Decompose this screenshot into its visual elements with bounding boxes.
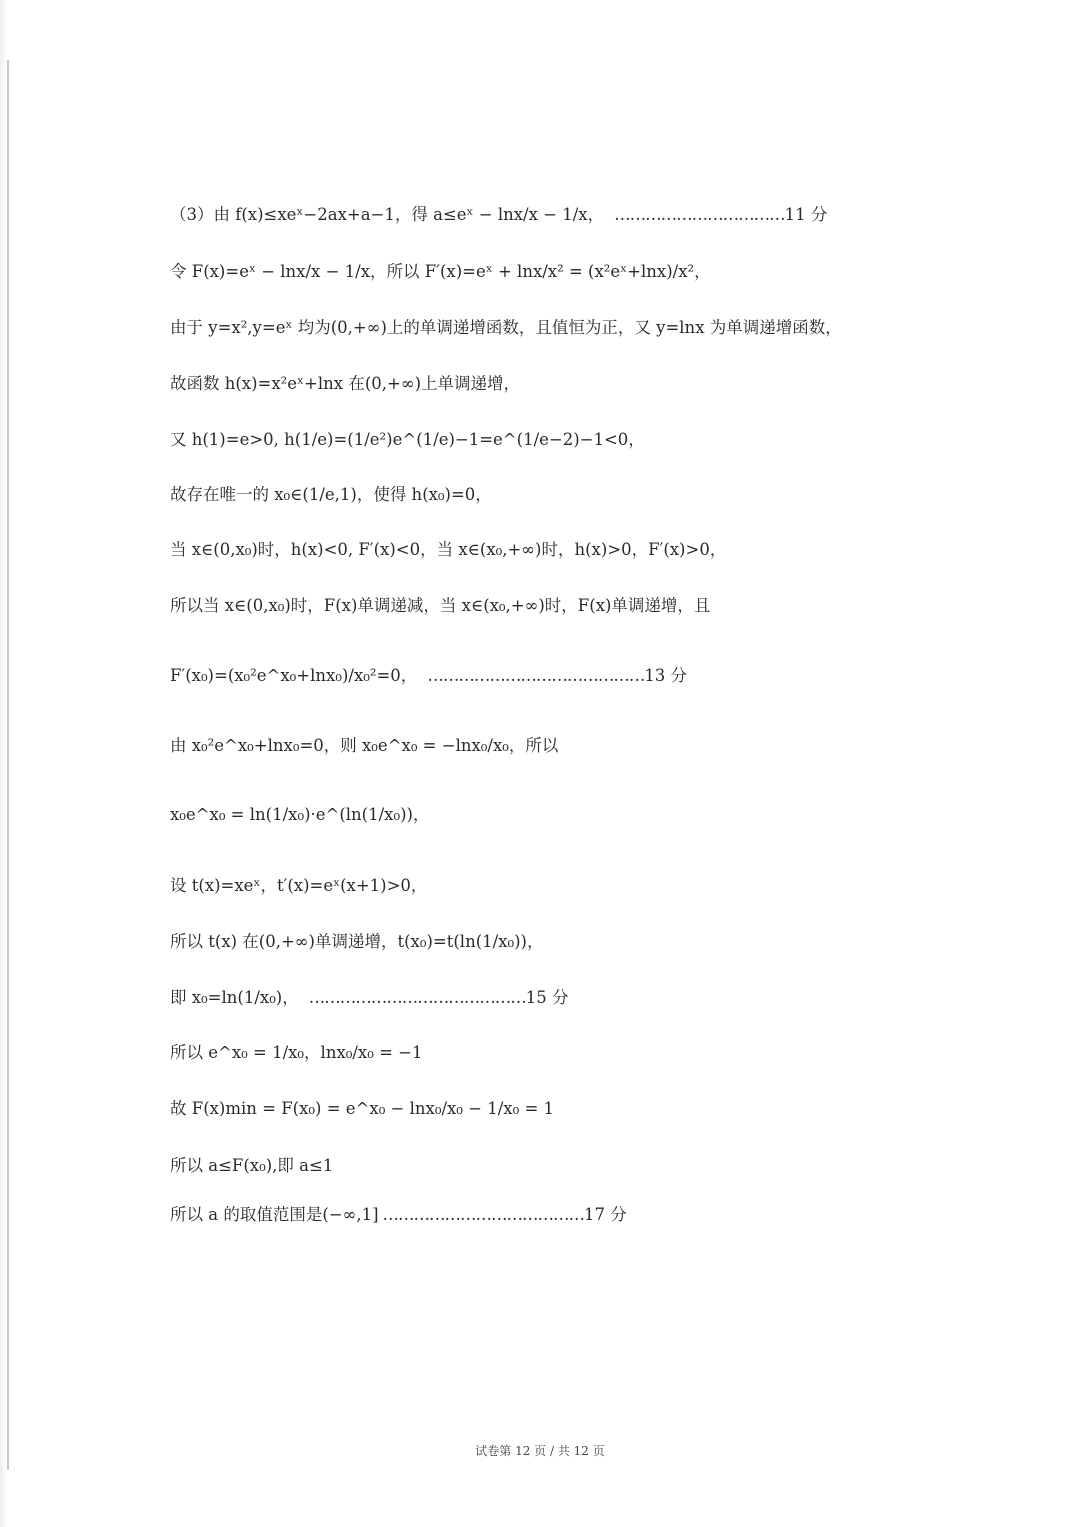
line-14-score: 15 分 [525,988,569,1007]
line-1-text: （3）由 f(x)≤xeˣ−2ax+a−1，得 a≤eˣ − lnx/x − 1/x， [170,205,605,224]
solution-line-18 [170,1203,627,1227]
line-9-text: F′(x₀)=(x₀²e^x₀+lnx₀)/x₀²=0， [170,666,418,685]
solution-line-4 [170,372,520,396]
solution-line-1 [170,203,827,227]
line-14-dots: …………………………………… [308,988,526,1007]
line-18-score: 17 分 [584,1205,627,1224]
line-1-dots: …………………………… [614,205,785,224]
line-17-text: 所以 a≤F(x₀),即 a≤1 [170,1156,334,1175]
line-9-score: 13 分 [644,666,688,685]
line-8-text: 所以当 x∈(0,x₀)时，F(x)单调递减，当 x∈(x₀,+∞)时，F(x)单调递增，且 [170,596,711,615]
line-15-text: 所以 e^x₀ = 1/x₀，lnx₀/x₀ = −1 [170,1043,423,1062]
line-12-text: 设 t(x)=xeˣ，t′(x)=eˣ(x+1)>0， [170,876,428,895]
line-18-dots: ………………………………… [382,1205,585,1224]
line-10-text: 由 x₀²e^x₀+lnx₀=0，则 x₀e^x₀ = −lnx₀/x₀，所以 [170,736,559,755]
line-6-text: 故存在唯一的 x₀∈(1/e,1)，使得 h(x₀)=0， [170,485,492,504]
line-18-text: 所以 a 的取值范围是(−∞,1] [170,1205,379,1224]
page-footer: 试卷第 12 页 / 共 12 页 [475,1444,605,1458]
solution-line-3 [170,316,842,340]
solution-line-15 [170,1041,423,1065]
solution-line-12 [170,874,427,898]
line-4-text: 故函数 h(x)=x²eˣ+lnx 在(0,+∞)上单调递增， [170,374,521,393]
line-1-score: 11 分 [784,205,828,224]
solution-line-16 [170,1097,554,1121]
solution-line-14 [170,986,569,1010]
line-13-text: 所以 t(x) 在(0,+∞)单调递增，t(x₀)=t(ln(1/x₀))， [170,932,544,951]
line-7-text: 当 x∈(0,x₀)时，h(x)<0, F′(x)<0，当 x∈(x₀,+∞)时，h(x)>0，F′(x)>0， [170,540,727,559]
solution-line-9 [170,664,687,688]
solution-line-11 [170,803,429,827]
line-14-text: 即 x₀=ln(1/x₀)， [170,988,299,1007]
line-3-text: 由于 y=x²,y=eˣ 均为(0,+∞)上的单调递增函数，且值恒为正，又 y=lnx 为单调递增函数， [170,318,842,337]
page-edge [7,60,9,1470]
solution-line-8 [170,594,710,618]
line-9-dots: …………………………………… [427,666,645,685]
page-shadow [0,0,7,1527]
line-16-text: 故 F(x)min = F(x₀) = e^x₀ − lnx₀/x₀ − 1/x₀ = 1 [170,1099,555,1118]
solution-line-13 [170,930,544,954]
solution-line-5 [170,428,645,452]
solution-line-7 [170,538,726,562]
line-11-text: x₀e^x₀ = ln(1/x₀)·e^(ln(1/x₀))， [170,805,430,824]
solution-line-6 [170,483,492,507]
solution-line-2 [170,260,711,284]
line-5-text: 又 h(1)=e>0, h(1/e)=(1/e²)e^(1/e)−1=e^(1/e−2)−1<0， [170,430,645,449]
line-2-text: 令 F(x)=eˣ − lnx/x − 1/x，所以 F′(x)=eˣ + lnx/x² = (x²eˣ+lnx)/x²， [170,262,711,281]
solution-line-10 [170,734,558,758]
solution-line-17 [170,1154,333,1178]
